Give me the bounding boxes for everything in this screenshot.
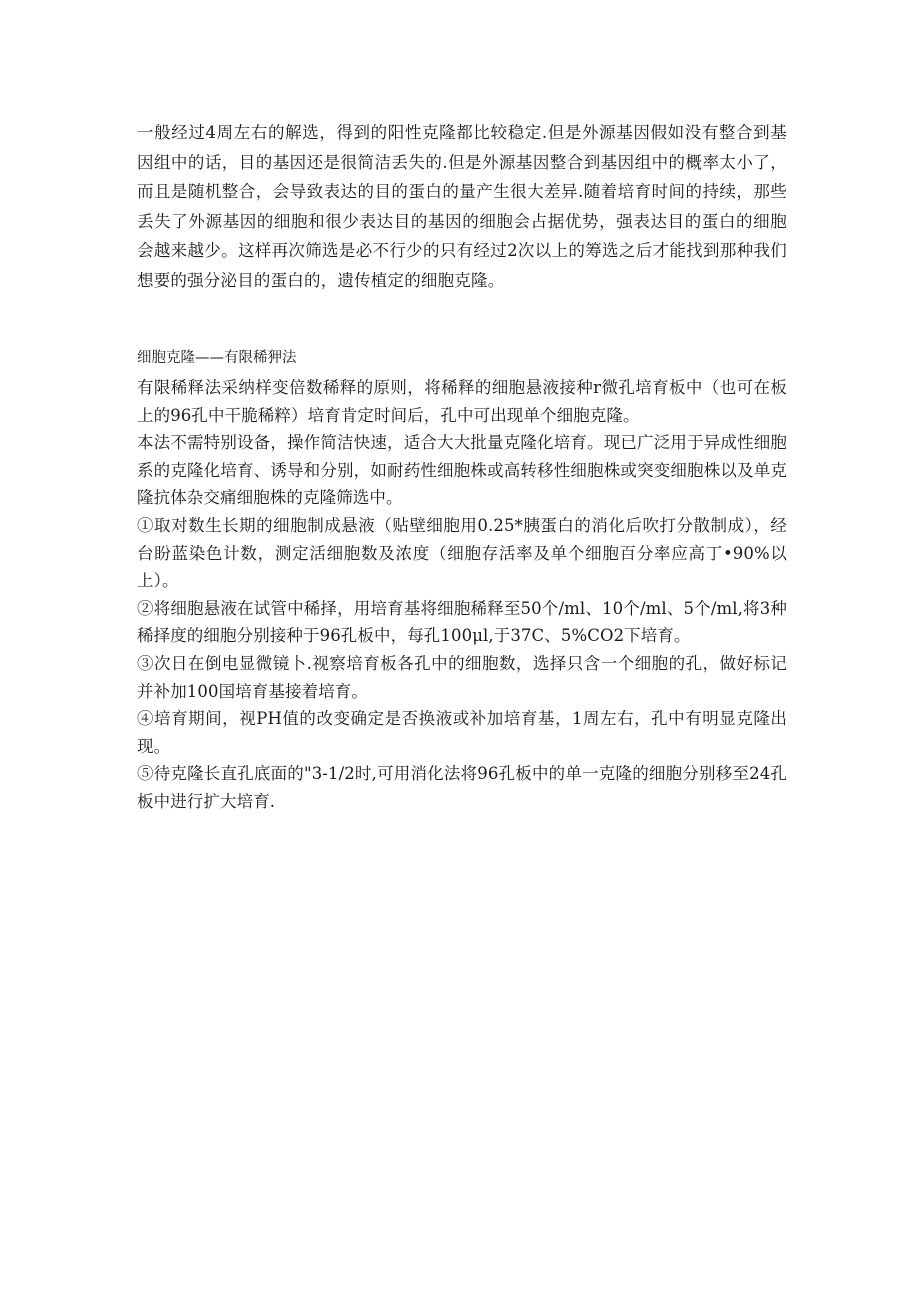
- paragraph-step-1: ①取对数生长期的细胞制成悬液（贴壁细胞用0.25*胰蛋白的消化后吹打分散制成），经台盼蓝染色计数，测定活细胞数及浓度（细胞存活率及单个细胞百分率应高丁•90%以上）。: [137, 515, 787, 591]
- paragraph-step-5: ⑤待克隆长直孔底面的"3-1/2时,可用消化法将96孔板中的单一克隆的细胞分别移至24孔板中进行扩大培育.: [137, 764, 787, 811]
- paragraph-step-4: ④培育期间，视PH值的改变确定是否换液或补加培育基，1周左右，孔中有明显克隆出现。: [137, 709, 787, 756]
- paragraph-method-overview: 有限稀释法采纳样变倍数稀释的原则，将稀释的细胞悬液接种r微孔培育板中（也可在板上的96孔中干脆稀粹）培育肯定时间后，孔中可出现单个细胞克隆。: [137, 378, 787, 425]
- paragraph-step-3: ③次日在倒电显微镜卜.视察培育板各孔中的细胞数，选择只含一个细胞的孔，做好标记并补加100国培育基接着培育。: [137, 653, 787, 701]
- paragraph-step-2: ②将细胞悬液在试管中稀择，用培育基将细胞稀释至50个/ml、10个/ml、5个/ml,将3种稀择度的细胞分别接种于96孔板中，每孔100μl,于37C、5%CO2下培育。: [137, 598, 787, 646]
- section-body: [137, 374, 787, 816]
- intro-paragraph: 一般经过4周左右的解选，得到的阳性克隆都比较稳定.但是外源基因假如没有整合到基因组中的话，目的基因还是很简洁丢失的.但是外源基因整合到基因组中的概率太小了，而且是随机整合，会导致表达的目的蛋白的量产生很大差异.随着培育时间的持续，那些丢失了外源基因的细胞和很少表达目的基因的细胞会占据优势，强表达目的蛋白的细胞会越来越少。这样再次筛选是必不行少的只有经过2次以上的筹选之后才能找到那种我们想要的强分泌目的蛋白的，遗传植定的细胞克隆。: [137, 123, 787, 290]
- paragraph-method-advantages: 本法不需特别设备，操作简洁快速，适合大大批量克隆化培育。现已广泛用于异成性细胞系的克隆化培育、诱导和分别，如耐药性细胞株或高转移性细胞株或突变细胞株以及单克隆抗体杂交痛细胞株的克隆筛选中。: [137, 433, 787, 508]
- section-heading: 细胞克隆——有限稀狎法: [137, 350, 297, 366]
